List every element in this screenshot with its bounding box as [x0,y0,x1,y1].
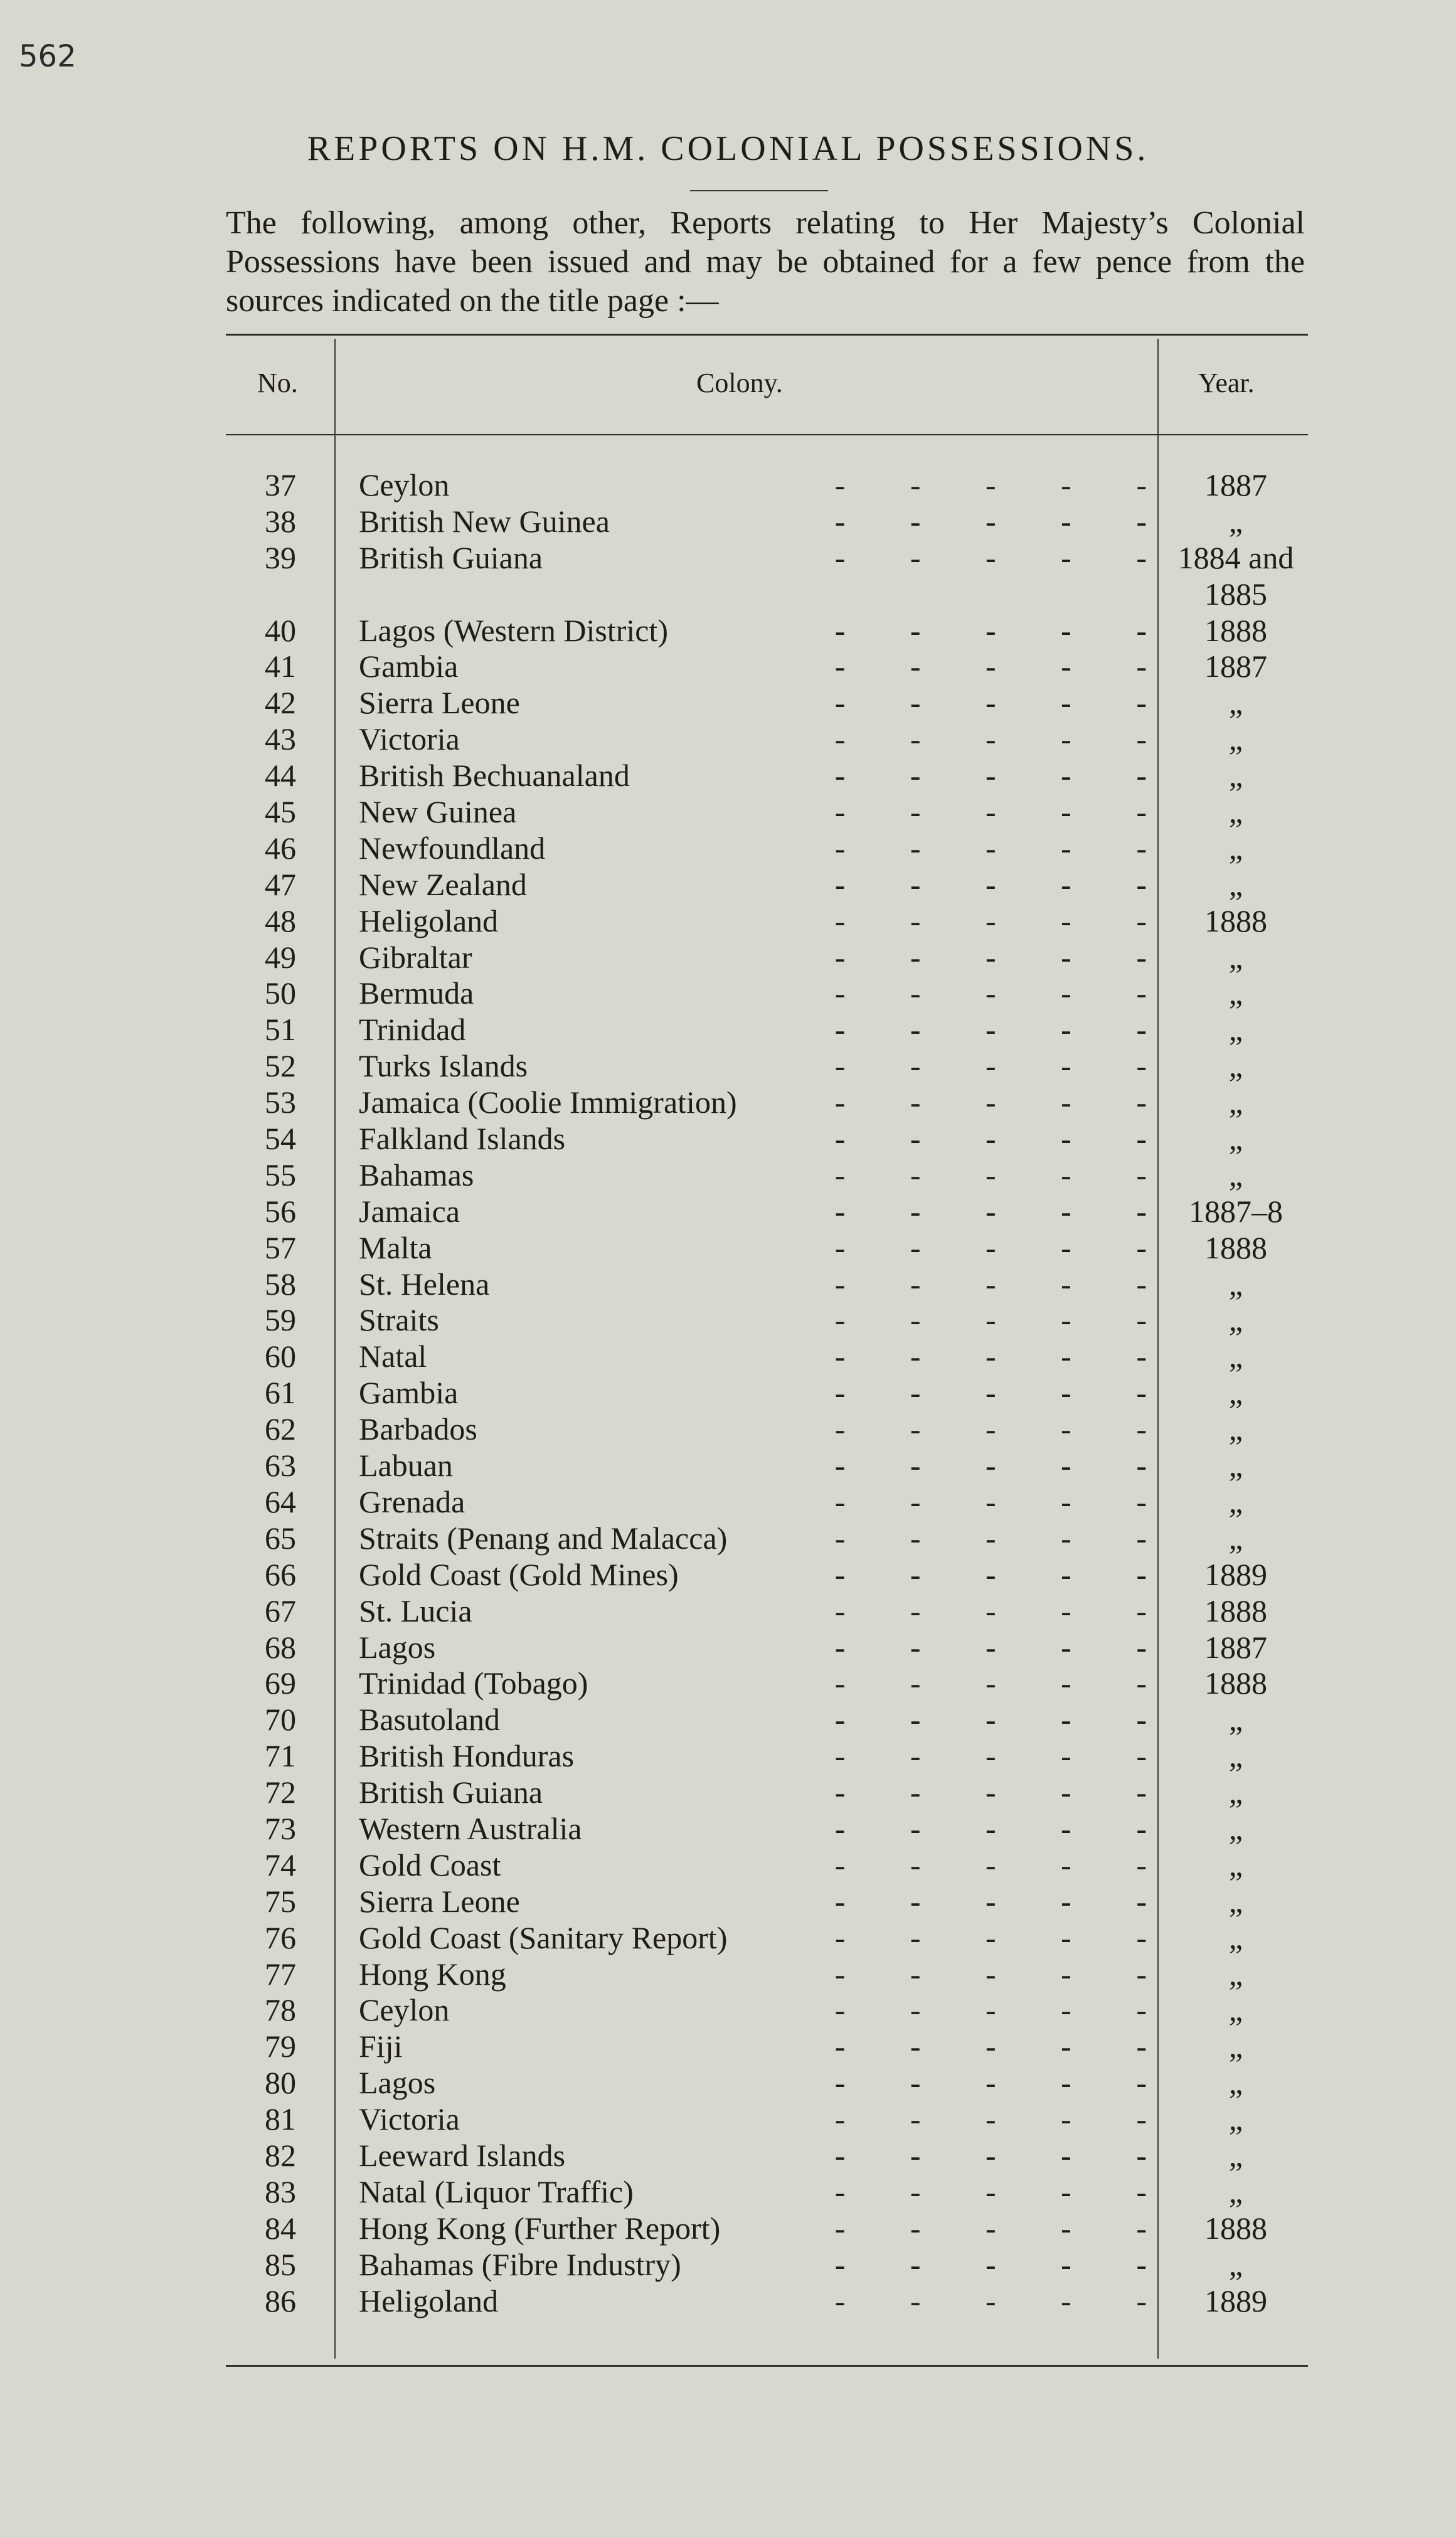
report-year: „ [1228,1339,1243,1374]
colony-name: Basutoland [359,1702,500,1738]
leader-dashes: - - - - - [834,1266,1148,1302]
colony-name: St. Helena [359,1266,490,1302]
leader-dashes: - - - - - [834,830,1148,866]
report-number: 52 [265,1048,296,1084]
table-header-rule [226,434,1308,435]
intro-paragraph: The following, among other, Reports relating to Her Majesty’s Colonial Possessions have been issued and may be obtained for a few pence from the sources indicated on the title page :— [226,205,1305,319]
leader-dashes: - - - - - [834,2137,1148,2173]
table-row [226,1775,1308,1811]
report-year: 1888 [1204,2210,1267,2246]
colony-name: Leeward Islands [359,2137,566,2173]
report-number: 63 [265,1448,296,1484]
page-number: 562 [19,39,77,74]
colony-name: Gambia [359,649,459,684]
report-year: 1887 [1204,467,1267,502]
report-year: 1888 [1204,1593,1267,1628]
report-year: 1888 [1204,903,1267,938]
table-row [226,1811,1308,1847]
table-row [226,1521,1308,1557]
leader-dashes: - - - - - [834,903,1148,938]
leader-dashes: - - - - - [834,939,1148,975]
table-row [226,540,1308,576]
report-year: „ [1228,975,1243,1011]
report-year: „ [1228,2246,1243,2282]
table-row [226,1593,1308,1630]
report-year: „ [1228,1919,1243,1955]
report-year: „ [1228,1048,1243,1084]
table-row [226,2101,1308,2138]
leader-dashes: - - - - - [834,1085,1148,1120]
leader-dashes: - - - - - [834,794,1148,830]
report-number: 50 [265,975,296,1011]
leader-dashes: - - - - - [834,1883,1148,1919]
leader-dashes: - - - - - [834,2065,1148,2101]
table-row [226,613,1308,649]
colony-name: British Bechuanaland [359,758,630,794]
colony-name: Straits [359,1302,439,1338]
report-number: 73 [265,1810,296,1846]
table-bottom-rule [226,2365,1308,2367]
report-year: „ [1228,1012,1243,1048]
table-row [226,2174,1308,2211]
table-row [226,1230,1308,1266]
leader-dashes: - - - - - [834,1520,1148,1556]
report-year: 1884 and [1177,539,1294,575]
colony-name: Ceylon [359,1992,450,2028]
report-number: 66 [265,1556,296,1592]
colony-name: Western Australia [359,1810,582,1846]
colony-name: Barbados [359,1411,477,1447]
leader-dashes: - - - - - [834,1302,1148,1338]
report-year: „ [1228,2029,1243,2064]
colony-name: Trinidad [359,1012,466,1048]
report-number: 74 [265,1847,296,1882]
table-top-rule [226,334,1308,336]
table-row [226,794,1308,831]
report-number: 44 [265,758,296,794]
report-year: 1887 [1204,1629,1267,1665]
report-number: 69 [265,1665,296,1701]
leader-dashes: - - - - - [834,1484,1148,1519]
table-row [226,1738,1308,1775]
colony-name: Turks Islands [359,1048,528,1084]
report-number: 81 [265,2101,296,2137]
colony-name: Labuan [359,1448,453,1484]
table-row [226,1847,1308,1884]
colony-name: Natal [359,1339,427,1374]
table-row [226,2029,1308,2065]
colony-name: Fiji [359,2029,403,2064]
report-number: 56 [265,1193,296,1229]
table-row [226,1085,1308,1121]
colony-name: Malta [359,1229,432,1265]
colony-name: Hong Kong (Further Report) [359,2210,721,2246]
colony-name: British Honduras [359,1738,575,1774]
report-number: 86 [265,2283,296,2318]
leader-dashes: - - - - - [834,1665,1148,1701]
table-row [226,1665,1308,1702]
leader-dashes: - - - - - [834,1810,1148,1846]
colony-name: Bahamas [359,1157,474,1192]
table-row [226,467,1308,504]
colony-name: British New Guinea [359,503,610,539]
title-rule [690,190,828,191]
table-row [226,2211,1308,2247]
table-row [226,1411,1308,1448]
report-year: „ [1228,830,1243,866]
table-row [226,1157,1308,1194]
colony-name: British Guiana [359,539,543,575]
report-number: 78 [265,1992,296,2028]
leader-dashes: - - - - - [834,1012,1148,1048]
leader-dashes: - - - - - [834,1339,1148,1374]
report-number: 57 [265,1229,296,1265]
table-row [226,867,1308,903]
report-year: „ [1228,2101,1243,2137]
leader-dashes: - - - - - [834,1992,1148,2028]
report-year: 1889 [1204,2283,1267,2318]
leader-dashes: - - - - - [834,721,1148,757]
colony-name: Hong Kong [359,1956,506,1992]
colony-name: New Zealand [359,866,527,902]
colony-name: Lagos [359,2065,436,2101]
leader-dashes: - - - - - [834,1738,1148,1774]
report-year: „ [1228,1520,1243,1556]
report-number: 75 [265,1883,296,1919]
report-year: 1887–8 [1189,1193,1283,1229]
colony-name: Jamaica [359,1193,460,1229]
report-year: „ [1228,1847,1243,1882]
table-row [226,758,1308,794]
report-number: 60 [265,1339,296,1374]
colony-name: Trinidad (Tobago) [359,1665,588,1701]
report-number: 43 [265,721,296,757]
report-year: „ [1228,1702,1243,1738]
table-row [226,2283,1308,2320]
colony-name: Lagos [359,1629,436,1665]
table-row [226,1920,1308,1957]
colony-name: Heligoland [359,2283,499,2318]
report-year: „ [1228,2137,1243,2173]
report-number: 38 [265,503,296,539]
report-number: 37 [265,467,296,502]
report-number: 39 [265,539,296,575]
table-row [226,1048,1308,1085]
report-year: „ [1228,1448,1243,1484]
report-year: „ [1228,503,1243,539]
report-year: „ [1228,721,1243,757]
colony-name: St. Lucia [359,1593,472,1628]
colony-name: Sierra Leone [359,1883,520,1919]
header-no: No. [257,368,298,398]
report-number: 67 [265,1593,296,1628]
leader-dashes: - - - - - [834,1702,1148,1738]
colony-name: Newfoundland [359,830,546,866]
leader-dashes: - - - - - [834,649,1148,684]
report-number: 83 [265,2174,296,2209]
leader-dashes: - - - - - [834,539,1148,575]
report-year: „ [1228,1775,1243,1810]
report-year: „ [1228,1266,1243,1302]
table-row [226,940,1308,976]
table-row [226,1266,1308,1303]
leader-dashes: - - - - - [834,1775,1148,1810]
report-number: 82 [265,2137,296,2173]
leader-dashes: - - - - - [834,1375,1148,1411]
reports-table-body [226,467,1308,2319]
table-row [226,576,1308,613]
report-number: 77 [265,1956,296,1992]
report-number: 45 [265,794,296,830]
table-row [226,2247,1308,2283]
leader-dashes: - - - - - [834,2029,1148,2064]
report-number: 72 [265,1775,296,1810]
table-row [226,504,1308,540]
report-number: 80 [265,2065,296,2101]
report-number: 51 [265,1012,296,1048]
colony-name: Ceylon [359,467,450,502]
report-year: „ [1228,1121,1243,1157]
leader-dashes: - - - - - [834,503,1148,539]
leader-dashes: - - - - - [834,1629,1148,1665]
report-year: „ [1228,1302,1243,1338]
colony-name: Gibraltar [359,939,472,975]
report-year: 1889 [1204,1556,1267,1592]
report-year: „ [1228,1956,1243,1992]
report-year: „ [1228,1157,1243,1192]
report-number: 40 [265,612,296,648]
report-number: 71 [265,1738,296,1774]
colony-name: Heligoland [359,903,499,938]
header-colony: Colony. [696,368,783,398]
report-number: 54 [265,1121,296,1157]
table-row [226,1884,1308,1920]
leader-dashes: - - - - - [834,1411,1148,1447]
report-number: 58 [265,1266,296,1302]
colony-name: British Guiana [359,1775,543,1810]
report-year: „ [1228,685,1243,721]
leader-dashes: - - - - - [834,758,1148,794]
report-number: 47 [265,866,296,902]
leader-dashes: - - - - - [834,1593,1148,1628]
leader-dashes: - - - - - [834,1847,1148,1882]
colony-name: Sierra Leone [359,685,520,721]
leader-dashes: - - - - - [834,685,1148,721]
table-row [226,1957,1308,1993]
colony-name: Lagos (Western District) [359,612,669,648]
colony-name: Jamaica (Coolie Immigration) [359,1085,737,1120]
leader-dashes: - - - - - [834,2101,1148,2137]
colony-name: Victoria [359,2101,460,2137]
colony-name: Gambia [359,1375,459,1411]
colony-name: Straits (Penang and Malacca) [359,1520,728,1556]
table-row [226,1557,1308,1593]
leader-dashes: - - - - - [834,1956,1148,1992]
report-year: 1888 [1204,612,1267,648]
report-number: 53 [265,1085,296,1120]
leader-dashes: - - - - - [834,1556,1148,1592]
leader-dashes: - - - - - [834,2246,1148,2282]
table-row [226,721,1308,758]
colony-name: Bahamas (Fibre Industry) [359,2246,681,2282]
leader-dashes: - - - - - [834,467,1148,502]
report-year: „ [1228,1411,1243,1447]
leader-dashes: - - - - - [834,1157,1148,1192]
report-number: 62 [265,1411,296,1447]
table-row [226,1630,1308,1666]
report-number: 84 [265,2210,296,2246]
table-row [226,1302,1308,1339]
report-year: 1888 [1204,1665,1267,1701]
table-row [226,1121,1308,1157]
leader-dashes: - - - - - [834,1919,1148,1955]
report-year: „ [1228,794,1243,830]
report-number: 55 [265,1157,296,1192]
table-row [226,649,1308,685]
colony-name: Gold Coast (Sanitary Report) [359,1919,728,1955]
report-year: „ [1228,758,1243,794]
leader-dashes: - - - - - [834,612,1148,648]
table-row [226,1012,1308,1048]
report-number: 85 [265,2246,296,2282]
report-number: 61 [265,1375,296,1411]
table-row [226,1992,1308,2029]
report-number: 65 [265,1520,296,1556]
table-row [226,975,1308,1012]
colony-name: Grenada [359,1484,465,1519]
page-title: REPORTS ON H.M. COLONIAL POSSESSIONS. [307,129,1149,168]
table-row [226,1448,1308,1484]
leader-dashes: - - - - - [834,975,1148,1011]
report-number: 46 [265,830,296,866]
report-number: 49 [265,939,296,975]
colony-name: New Guinea [359,794,517,830]
report-year: „ [1228,1992,1243,2028]
table-row [226,1484,1308,1521]
report-year: „ [1228,1375,1243,1411]
leader-dashes: - - - - - [834,866,1148,902]
leader-dashes: - - - - - [834,1048,1148,1084]
report-year: 1887 [1204,649,1267,684]
report-year: „ [1228,1738,1243,1774]
report-number: 59 [265,1302,296,1338]
leader-dashes: - - - - - [834,1229,1148,1265]
colony-name: Victoria [359,721,460,757]
report-year: „ [1228,2065,1243,2101]
leader-dashes: - - - - - [834,1193,1148,1229]
colony-name: Gold Coast [359,1847,501,1882]
colony-name: Natal (Liquor Traffic) [359,2174,634,2209]
table-row [226,1702,1308,1738]
report-number: 42 [265,685,296,721]
report-year: „ [1228,2174,1243,2209]
header-year: Year. [1198,368,1255,398]
table-row [226,685,1308,721]
report-number: 48 [265,903,296,938]
report-year: „ [1228,1484,1243,1519]
report-number: 64 [265,1484,296,1519]
report-number: 76 [265,1919,296,1955]
report-year: „ [1228,1883,1243,1919]
leader-dashes: - - - - - [834,2283,1148,2318]
leader-dashes: - - - - - [834,1448,1148,1484]
report-number: 79 [265,2029,296,2064]
report-number: 41 [265,649,296,684]
leader-dashes: - - - - - [834,2210,1148,2246]
leader-dashes: - - - - - [834,1121,1148,1157]
report-year: „ [1228,1085,1243,1120]
colony-name: Falkland Islands [359,1121,566,1157]
report-number: 70 [265,1702,296,1738]
report-number: 68 [265,1629,296,1665]
report-year: 1888 [1204,1229,1267,1265]
table-row [226,2065,1308,2101]
report-year: „ [1228,1810,1243,1846]
table-row [226,1194,1308,1230]
colony-name: Bermuda [359,975,474,1011]
table-row [226,1375,1308,1411]
report-year: „ [1228,866,1243,902]
colony-name: Gold Coast (Gold Mines) [359,1556,679,1592]
leader-dashes: - - - - - [834,2174,1148,2209]
report-year: 1885 [1204,576,1267,612]
report-year: „ [1228,939,1243,975]
table-row [226,1339,1308,1375]
table-row [226,831,1308,867]
table-row [226,903,1308,940]
table-row [226,2138,1308,2174]
